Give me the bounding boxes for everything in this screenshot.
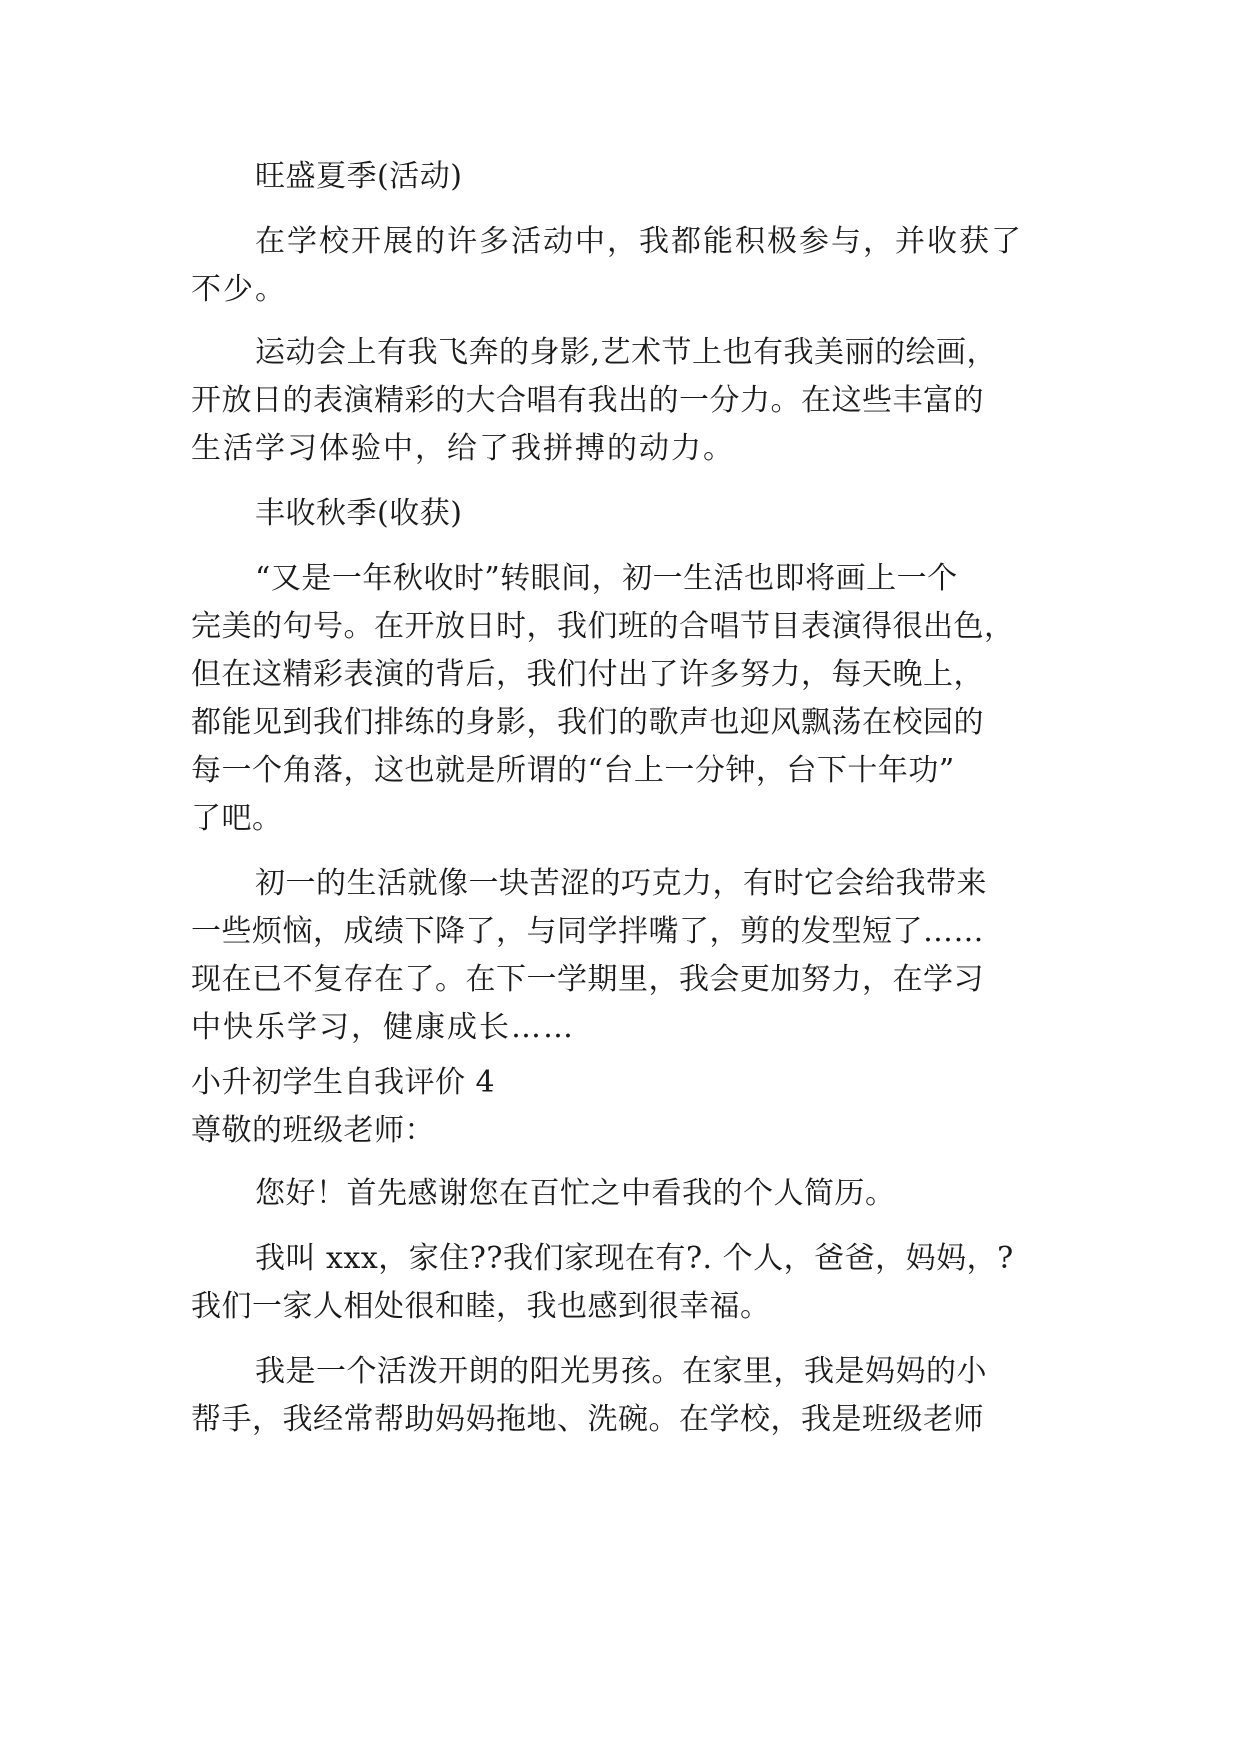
section-heading-autumn: 丰收秋季(收获) bbox=[255, 496, 463, 531]
paragraph-line: 一些烦恼，成绩下降了，与同学拌嘴了，剪的发型短了…… bbox=[191, 914, 984, 949]
paragraph-line: 中快乐学习，健康成长…… bbox=[191, 1010, 575, 1045]
paragraph-line: 我们一家人相处很和睦，我也感到很幸福。 bbox=[191, 1289, 771, 1324]
paragraph-line: 生活学习体验中，给了我拼搏的动力。 bbox=[191, 431, 735, 466]
paragraph-line: 都能见到我们排练的身影，我们的歌声也迎风飘荡在校园的 bbox=[191, 705, 984, 740]
paragraph-line: “又是一年秋收时”转眼间，初一生活也即将画上一个 bbox=[255, 561, 958, 596]
paragraph-line: 我是一个活泼开朗的阳光男孩。在家里，我是妈妈的小 bbox=[255, 1354, 987, 1389]
paragraph-line: 在学校开展的许多活动中，我都能积极参与，并收获了 bbox=[255, 224, 1023, 259]
paragraph-line: 每一个角落，这也就是所谓的“台上一分钟，台下十年功” bbox=[191, 753, 955, 788]
document-title: 小升初学生自我评价 4 bbox=[191, 1065, 496, 1100]
paragraph-line: 现在已不复存在了。在下一学期里，我会更加努力，在学习 bbox=[191, 962, 984, 997]
paragraph-line: 帮手，我经常帮助妈妈拖地、洗碗。在学校，我是班级老师 bbox=[191, 1402, 984, 1437]
paragraph-line: 初一的生活就像一块苦涩的巧克力，有时它会给我带来 bbox=[255, 866, 987, 901]
paragraph-line: 但在这精彩表演的背后，我们付出了许多努力，每天晚上， bbox=[191, 657, 984, 692]
paragraph-line: 了吧。 bbox=[191, 801, 283, 836]
paragraph-line: 运动会上有我飞奔的身影,艺术节上也有我美丽的绘画， bbox=[255, 335, 998, 370]
paragraph-line: 完美的句号。在开放日时，我们班的合唱节目表演得很出色， bbox=[191, 609, 1015, 644]
paragraph-line: 您好！首先感谢您在百忙之中看我的个人简历。 bbox=[255, 1176, 896, 1211]
paragraph-line: 不少。 bbox=[191, 272, 287, 307]
paragraph-line: 我叫 xxx，家住??我们家现在有?. 个人，爸爸，妈妈，? bbox=[255, 1241, 1014, 1276]
paragraph-line: 开放日的表演精彩的大合唱有我出的一分力。在这些丰富的 bbox=[191, 383, 984, 418]
salutation: 尊敬的班级老师： bbox=[191, 1113, 435, 1148]
section-heading-summer: 旺盛夏季(活动) bbox=[255, 159, 463, 194]
